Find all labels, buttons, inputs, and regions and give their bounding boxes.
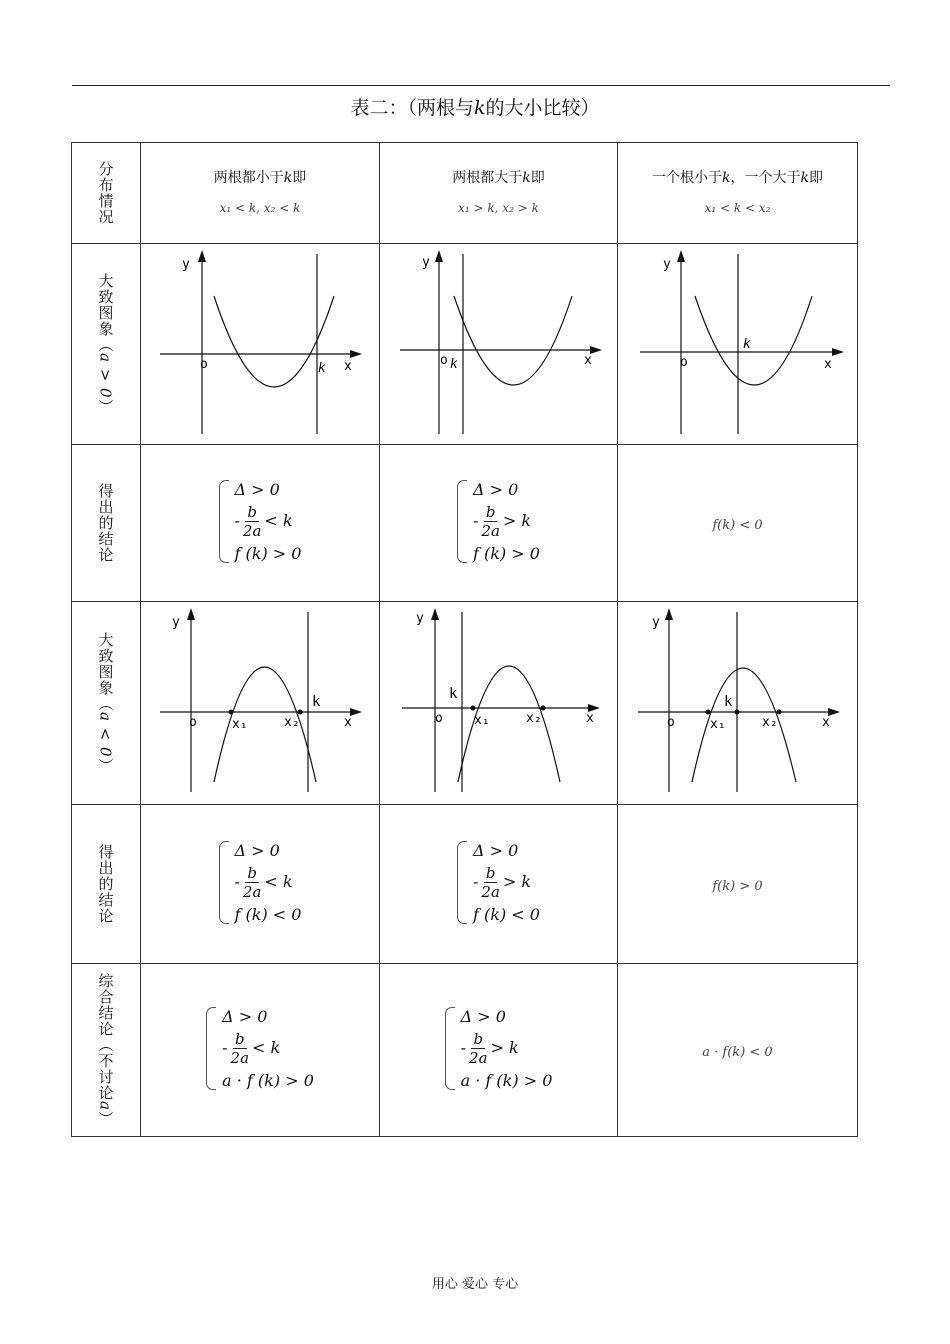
svg-text:x: x	[823, 357, 832, 372]
conclusion-cell: Δ > 0 - $\frac{b}{2a}$ < k f (k) < 0	[141, 805, 380, 964]
svg-text:y: y	[182, 257, 190, 272]
graph-cell	[618, 244, 858, 445]
graph-cell	[618, 602, 858, 805]
table-row	[72, 244, 858, 445]
table-row	[72, 143, 858, 244]
svg-text:x: x	[585, 711, 594, 726]
row-label-conclusion: 得出的结论	[72, 805, 141, 964]
graph-cell	[380, 602, 618, 805]
conclusion-cell: f(k) > 0	[618, 805, 858, 964]
svg-text:k: k	[448, 686, 457, 702]
table-row	[72, 445, 858, 602]
header-cell-both-less: 两根都小于k即 x₁ < k, x₂ < k	[141, 143, 380, 244]
row-label-distribution: 分布情况	[72, 143, 141, 244]
graph-cell	[380, 244, 618, 445]
summary-cell: a · f(k) < 0	[618, 964, 858, 1137]
svg-text:o: o	[434, 711, 443, 726]
parabola-up-graph	[382, 244, 616, 440]
row-label-graph-negative: 大致图象（a < 0）	[72, 602, 141, 805]
header-cell-both-greater: 两根都大于k即 x₁ > k, x₂ > k	[380, 143, 618, 244]
table-row	[72, 805, 858, 964]
header-cell-one-each: 一个根小于k，一个大于k即 x₁ < k < x₂	[618, 143, 858, 244]
svg-text:k: k	[312, 694, 321, 710]
svg-text:x: x	[821, 715, 830, 730]
conclusion-cell: Δ > 0 - $\frac{b}{2a}$ > k f (k) < 0	[380, 805, 618, 964]
row-label-conclusion: 得出的结论	[72, 445, 141, 602]
svg-text:o: o	[679, 355, 688, 370]
svg-text:x: x	[583, 353, 592, 368]
svg-text:o: o	[439, 353, 448, 368]
page-title: 表二：（两根与k的大小比较）	[350, 97, 600, 119]
svg-text:x₂: x₂	[284, 715, 300, 730]
svg-text:x₁: x₁	[709, 717, 726, 732]
svg-text:o: o	[200, 357, 208, 372]
svg-text:x₁: x₁	[473, 713, 490, 728]
conclusion-cell: f(k) < 0	[618, 445, 858, 602]
summary-cell: Δ > 0 - $\frac{b}{2a}$ > k a · f (k) > 0	[380, 964, 618, 1137]
parabola-up-graph	[142, 244, 378, 440]
graph-cell	[141, 602, 380, 805]
svg-text:o: o	[189, 715, 197, 730]
summary-cell: Δ > 0 - $\frac{b}{2a}$ < k a · f (k) > 0	[141, 964, 380, 1137]
parabola-down-graph	[620, 602, 856, 800]
svg-text:x: x	[344, 359, 352, 374]
svg-text:x: x	[344, 715, 352, 730]
conclusion-cell: Δ > 0 - $\frac{b}{2a}$ > k f (k) > 0	[380, 445, 618, 602]
svg-text:y: y	[651, 615, 660, 630]
table-row	[72, 602, 858, 805]
svg-text:k: k	[723, 694, 732, 710]
parabola-up-graph	[620, 244, 856, 440]
top-rule	[72, 85, 890, 86]
svg-text:y: y	[415, 611, 424, 626]
parabola-down-graph	[142, 602, 378, 800]
svg-text:x₂: x₂	[761, 715, 778, 730]
row-label-summary: 综合结论（不讨论a）	[72, 964, 141, 1137]
svg-text:y: y	[662, 257, 671, 272]
conclusion-cell: Δ > 0 - $\frac{b}{2a}$ < k f (k) > 0	[141, 445, 380, 602]
comparison-table	[71, 142, 858, 1137]
svg-text:o: o	[666, 715, 675, 730]
parabola-down-graph	[382, 602, 616, 800]
svg-text:x₂: x₂	[525, 711, 542, 726]
svg-text:k: k	[742, 337, 751, 352]
table-row	[72, 964, 858, 1137]
svg-text:x₁: x₁	[232, 717, 248, 732]
svg-text:y: y	[172, 615, 180, 630]
graph-cell	[141, 244, 380, 445]
svg-text:y: y	[421, 255, 430, 270]
svg-text:k: k	[449, 357, 458, 372]
row-label-graph-positive: 大致图象（a > 0）	[72, 244, 141, 445]
svg-text:k: k	[318, 361, 326, 376]
page-footer: 用心 爱心 专心	[431, 1277, 519, 1292]
